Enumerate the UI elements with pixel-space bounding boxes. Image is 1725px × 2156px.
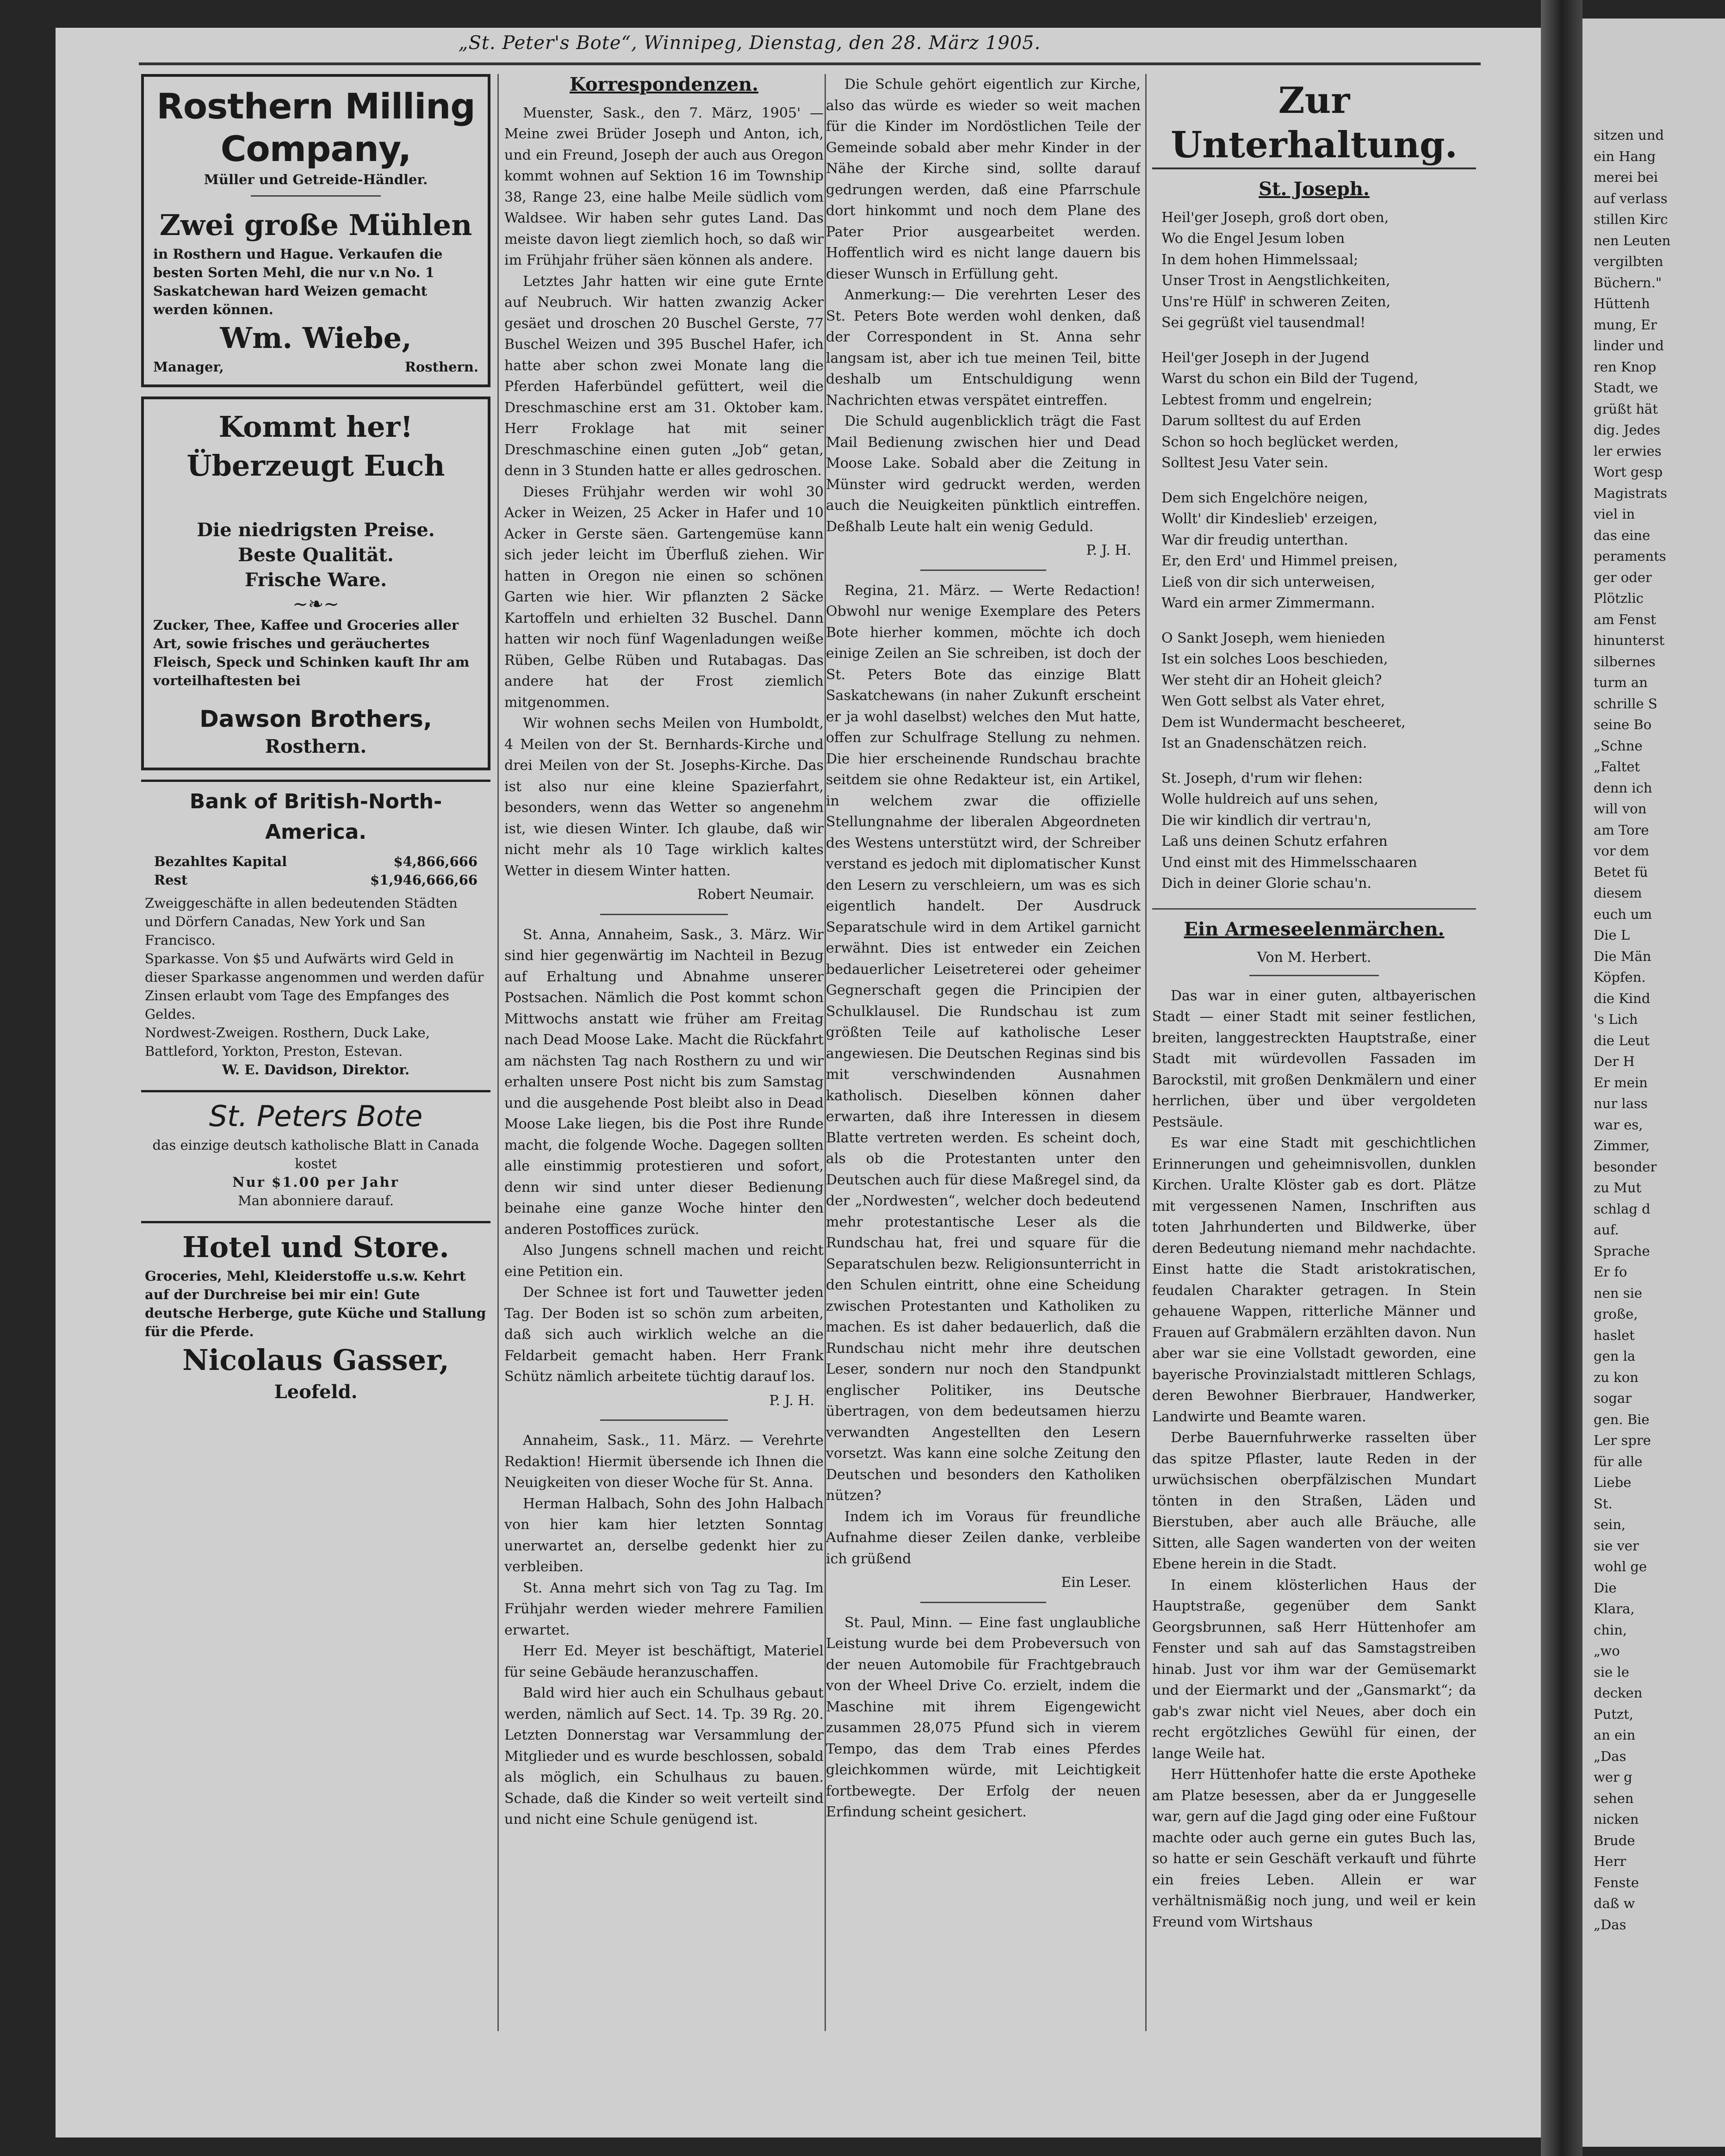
next-page-line: auf verlass — [1594, 190, 1668, 206]
next-page-line: Die L — [1594, 927, 1630, 943]
next-page-line: viel in — [1594, 506, 1635, 522]
next-page-line: hinunterst — [1594, 632, 1665, 648]
next-page-line: stillen Kirc — [1594, 211, 1668, 227]
next-page-line: grüßt hät — [1594, 401, 1658, 417]
article-paragraph: Regina, 21. März. — Werte Redaction! Obwohl nur wenige Exemplare des Peters Bote hierher kommen, möchte ich doch einige Zeilen an Sie schreiben, ist doch der St. Peters Bote das einzige Blatt Saskatchewans (in naher Zukunft erscheint er ja wohl daselbst) welches den Mut hatte, offen zur Schulfrage Stellung zu nehmen. Die hier erscheinende Rundschau brachte seitdem sie ohne Redakteur ist, ein Artikel, in welchem zwar die offizielle Stellungnahme der liberalen Abgeordneten des Westens unterstützt wird, der Schreiber verstand es jedoch mit diplomatischer Kunst den Lesern zu verschleiern, um was es sich eigentlich handelt. Der Ausdruck Separatschule wird in dem Artikel garnicht erwähnt. Dies ist entweder ein Zeichen bedauerlicher Leisetreterei oder geheimer Gegnerschaft gegen die Principien der Schulklausel. Die Rundschau ist zum größten Teile auf katholische Leser angewiesen. Die Deutschen Reginas sind bis mit verschwindenden Ausnahmen katholisch. Dieselben können daher erwarten, daß ihre Interessen in diesem Blatte vertreten werden. Es scheint doch, als ob die Protestanten unter den Deutschen auch für diese Maßregel sind, da der „Nordwesten“, welcher doch bedeutend mehr protestantische Leser als die Rundschau hat, frei und square für die Separatschulen bezw. Religionsunterricht in den Schulen eintritt, ohne eine Scheidung zwischen Protestanten und Katholiken zu machen. Es ist daher bedauerlich, daß die Rundschau nicht mehr ihre deutschen Leser, sondern nur noch den Standpunkt englischer Politiker, ins Deutsche übertragen, von dem bedeutsamen hierzu verwandten Angestellten den Lesern vorsetzt. Was kann eine solche Zeitung den Deutschen und besonders den Katholiken nützen? — [826, 582, 1141, 1504]
next-page-line: „Das — [1594, 1748, 1626, 1764]
article-paragraph: Annaheim, Sask., 11. März. — Verehrte Redaktion! Hiermit übersende ich Ihnen die Neuigkeiten von dieser Woche für St. Anna. — [504, 1432, 824, 1491]
next-page-line: diesem — [1594, 885, 1642, 901]
next-page-line: vergilbten — [1594, 254, 1663, 269]
poem-line: Wen Gott selbst als Vater ehret, — [1161, 693, 1385, 709]
poem-line: Warst du schon ein Bild der Tugend, — [1161, 371, 1419, 387]
next-page-line: seine Bo — [1594, 717, 1652, 732]
poem-stanza — [1161, 628, 1476, 754]
next-page-line: Büchern." — [1594, 274, 1662, 291]
next-page-line: silbernes — [1594, 653, 1656, 669]
story-byline: Von M. Herbert. — [1257, 949, 1371, 966]
correspondence-column — [504, 74, 824, 2031]
rest-value: $1,946,666,66 — [370, 872, 478, 888]
article-paragraph: Muenster, Sask., den 7. März, 1905' — Meine zwei Brüder Joseph und Anton, ich, und ein Freund, Joseph der auch aus Oregon kommt wohnen auf Sektion 16 im Township 38, Range 23, eine halbe Meile südlich vom Waldsee. Wir haben sehr gutes Land. Das meiste davon liegt ziemlich hoch, so daß wir im Frühjahr früher säen können als andere. — [504, 105, 824, 268]
article-paragraph: Herr Ed. Meyer ist beschäftigt, Materiel für seine Gebäude heranzuschaffen. — [504, 1643, 824, 1680]
next-page-line: nur lass — [1594, 1096, 1648, 1111]
next-page-line: Plötzlic — [1594, 590, 1644, 606]
ad-rosthern-milling — [141, 74, 490, 387]
next-page-line: die Leut — [1594, 1032, 1650, 1048]
ad-body: Groceries, Mehl, Kleiderstoffe u.s.w. Kehrt auf der Durchreise bei mir ein! Gute deutsche Herberge, gute Küche und Stallung für die Pferde. — [145, 1268, 486, 1339]
poem-line: O Sankt Joseph, wem hienieden — [1161, 630, 1385, 646]
ad-contact-line — [153, 358, 478, 376]
poem-line: Heil'ger Joseph in der Jugend — [1161, 349, 1370, 366]
next-page-line: sein, — [1594, 1517, 1626, 1532]
poem-line: Laß uns deinen Schutz erfahren — [1161, 833, 1388, 849]
story-paragraph: Das war in einer guten, altbayerischen Stadt — einer Stadt mit seiner festlichen, breiten, langgestreckten Hauptstraße, einer Stadt mit würdevollen Fassaden im Barockstil, mit großen Denkmälern und einer herrlichen, über und über vergoldeten Pestsäule. — [1152, 987, 1476, 1130]
next-page-line: sitzen und — [1594, 127, 1664, 143]
next-page-line: zu kon — [1594, 1369, 1638, 1385]
next-page-line: ler erwies — [1594, 443, 1662, 459]
ad-contact-name: Nicolaus Gasser, — [182, 1343, 449, 1377]
poem-stanza — [1161, 488, 1476, 614]
ad-contact-name: Wm. Wiebe, — [220, 321, 412, 355]
story-paragraph: Derbe Bauernfuhrwerke rasselten über das spitze Pflaster, laute Reden in der urwüchsischen oberpfälzischen Mundart tönten in den Straßen, Läden und Bierstuben, aber auch alle Bräuche, alle Sitten, alle Sagen wanderten von der weiten Ebene herein in die Stadt. — [1152, 1430, 1476, 1572]
next-page-line: euch um — [1594, 906, 1652, 922]
article-paragraph: St. Paul, Minn. — Eine fast unglaubliche Leistung wurde bei dem Probeversuch von der neuen Automobile für Frachtgebrauch von der Wheel Drive Co. erzielt, indem die Maschine mit ihrem Eigengewicht zusammen 28,075 Pfund sich in vierem Tempo, das dem Trab eines Pferdes gleichkommen würde, mit Leichtigkeit fortbewegte. Der Erfolg der neuen Erfindung scheint gesichert. — [826, 1614, 1141, 1820]
ad-hotel-und-store — [141, 1221, 490, 1409]
poem-line: Wollt' dir Kindeslieb' erzeigen, — [1161, 511, 1378, 527]
ad-body: Nordwest-Zweigen. Rosthern, Duck Lake, Battleford, Yorkton, Preston, Estevan. — [145, 1025, 430, 1059]
poem-line: Uns're Hülf' in schweren Zeiten, — [1161, 293, 1391, 310]
ad-price: Nur $1.00 per Jahr — [232, 1174, 399, 1190]
next-page-line: am Fenst — [1594, 611, 1656, 627]
poem-line: Sei gegrüßt viel tausendmal! — [1161, 315, 1366, 331]
poem-line: Ist ein solches Loos beschieden, — [1161, 651, 1388, 667]
poem-line: War dir freudig unterthan. — [1161, 532, 1348, 548]
poem-line: Heil'ger Joseph, groß dort oben, — [1161, 209, 1389, 226]
next-page-line: war es, — [1594, 1116, 1643, 1133]
column-divider — [1145, 74, 1147, 2031]
article-paragraph: Die Schule gehört eigentlich zur Kirche, also das würde es wieder so weit machen für die Kinder im Nordöstlichen Teile der Gemeinde sobald aber mehr Kinder in der Nähe der Kirche sind, sollte darauf gedrungen werden, daß eine Pfarrschule dort hinkommt und noch dem Plane des Pater Prior ausgearbeitet werden. Hoffentlich wird es nicht lange dauern bis dieser Wunsch in Erfüllung geht. — [826, 76, 1141, 282]
poem-line: Solltest Jesu Vater sein. — [1161, 455, 1328, 471]
poem-line: Ließ von dir sich unterweisen, — [1161, 574, 1375, 590]
poem-line: Dem sich Engelchöre neigen, — [1161, 489, 1368, 506]
poem-line: Unser Trost in Aengstlichkeiten, — [1161, 273, 1390, 289]
article-paragraph: Wir wohnen sechs Meilen von Humboldt, 4 Meilen von der St. Bernhards-Kirche und drei Meilen von der St. Josephs-Kirche. Das ist also nur eine kleine Spazierfahrt, besonders, wenn das Wetter so angenehm ist, wie diesen Winter. Ich glaube, daß wir nicht mehr als 10 Tage wirklich kaltes Wetter in diesem Winter hatten. — [504, 715, 824, 879]
article-paragraph: Herman Halbach, Sohn des John Halbach von hier kam hier letzten Sonntag unerwartet an, derselbe gedenkt hier zu verbleiben. — [504, 1495, 824, 1575]
next-page-line: Zimmer, — [1594, 1138, 1650, 1153]
next-page-line: ren Knop — [1594, 359, 1657, 375]
next-page-fragment — [1582, 19, 1725, 2147]
poem-stanza — [1161, 207, 1476, 334]
article-paragraph: Letztes Jahr hatten wir eine gute Ernte auf Neubruch. Wir hatten zwanzig Acker gesäet und droschen 20 Buschel Gerste, 77 Buschel Weizen und 395 Buschel Hafer, ich hatte aber schon zwei Monate lang die Pferden Haferbündel gefüttert, weil die Dreschmaschine erst am 31. Oktober kam. Herr Froklage hat mit seiner Dreschmaschine einen guten „Job“ getan, denn in 3 Stunden hatte er alles gedroschen. — [504, 273, 824, 479]
ad-contact-name: Dawson Brothers, — [199, 706, 432, 732]
next-page-line: Putzt, — [1594, 1706, 1633, 1722]
next-page-line: will von — [1594, 801, 1647, 817]
story-paragraph: Es war eine Stadt mit geschichtlichen Erinnerungen und geheimnisvollen, dunklen Kirchen. Uralte Klöster gab es dort. Plätze mit vergessenen Namen, Inschriften aus toten Jahrhunderten und Bildwerke, über deren Bedeutung niemand mehr nachdachte. Einst hatte die Stadt aristokratischen, feudalen Charakter getragen. In Stein gehauene Wappen, ritterliche Männer und Frauen auf Grabmälern erzählten davon. Nun aber war sie eine Vollstadt geworden, eine bayerische Provinzialstadt mittleren Schlags, deren Bewohner Bierbrauer, Handwerker, Landwirte und Beamte waren. — [1152, 1135, 1476, 1425]
next-page-line: Klara, — [1594, 1601, 1635, 1617]
poem-line: Schon so hoch beglücket werden, — [1161, 434, 1399, 450]
section-heading: Zur Unterhaltung. — [1152, 79, 1476, 169]
poem-line: Die wir kindlich dir vertrau'n, — [1161, 812, 1371, 829]
story-paragraph: Herr Hüttenhofer hatte die erste Apotheke am Platze besessen, aber da er Junggeselle war, gern auf die Jagd ging oder eine Fußtour machte oder auch gerne ein gutes Buch las, so hatte er sein Geschäft verkauft und führte ein freies Leben. Allein er war verhältnismäßig noch jung, und weil er kein Freund vom Wirtshaus — [1152, 1766, 1476, 1930]
next-page-line: turm an — [1594, 675, 1648, 690]
next-page-line: peraments — [1594, 548, 1666, 564]
divider — [920, 570, 1046, 571]
next-page-line: Betet fü — [1594, 864, 1648, 880]
ad-title: Rosthern Milling Company, — [156, 86, 475, 169]
ad-body: in Rosthern und Hague. Verkaufen die besten Sorten Mehl, die nur v.n No. 1 Saskatchewan hard Weizen gemacht werden können. — [153, 246, 443, 317]
next-page-line: 's Lich — [1594, 1011, 1638, 1027]
article-signature: Robert Neumair. — [697, 886, 814, 903]
next-page-line: dig. Jedes — [1594, 422, 1661, 438]
ad-subtitle: Müller und Getreide-Händler. — [204, 172, 428, 187]
ad-line: Man abonniere darauf. — [238, 1193, 394, 1208]
capital-label: Bezahltes Kapital — [154, 854, 287, 869]
book-spine — [1541, 0, 1582, 2156]
next-page-line: sehen — [1594, 1790, 1634, 1806]
next-page-line: Fenste — [1594, 1874, 1639, 1890]
next-page-line: nen sie — [1594, 1285, 1643, 1301]
next-page-line: Liebe — [1594, 1475, 1632, 1490]
ad-headline: Überzeugt Euch — [186, 449, 445, 483]
next-page-column — [1582, 19, 1725, 1935]
next-page-line: Brude — [1594, 1832, 1635, 1848]
poem-title: St. Joseph. — [1259, 178, 1370, 200]
next-page-line: sie le — [1594, 1664, 1629, 1680]
poem-line: Ist an Gnadenschätzen reich. — [1161, 735, 1367, 751]
article-paragraph: Die Schuld augenblicklich trägt die Fast Mail Bedienung zwischen hier und Dead Moose Lake. Sobald aber die Zeitung in Münster wird gedruckt werden, werden auch die Neuigkeiten pünktlich eintreffen. Deßhalb Leute halt ein wenig Geduld. — [826, 413, 1141, 535]
poem-stanza — [1161, 768, 1476, 894]
correspondence-column-continued — [826, 74, 1141, 2031]
next-page-line: Er mein — [1594, 1074, 1648, 1090]
ad-place: Rosthern. — [265, 736, 367, 757]
poem-line: Wolle huldreich auf uns sehen, — [1161, 791, 1378, 807]
next-page-line: Die Män — [1594, 948, 1651, 964]
ad-director: W. E. Davidson, Direktor. — [222, 1062, 410, 1078]
next-page-line: an ein — [1594, 1727, 1636, 1743]
header-rule — [139, 62, 1481, 65]
next-page-line: Köpfen. — [1594, 969, 1646, 985]
poem-line: Wo die Engel Jesum loben — [1161, 230, 1345, 247]
rest-label: Rest — [154, 872, 188, 888]
article-signature: Ein Leser. — [1061, 1574, 1131, 1591]
entertainment-column — [1152, 74, 1476, 2031]
article-paragraph: St. Anna, Annaheim, Sask., 3. März. Wir sind hier gegenwärtig im Nachteil in Bezug auf Erhaltung und Abnahme unserer Postsachen. Nämlich die Post kommt schon Mittwochs anstatt wie früher am Freitag nach Dead Moose Lake. Macht die Rückfahrt am nächsten Tag nach Rosthern zu und wir erhalten unsere Post nicht bis zum Samstag und die ausgehende Post bleibt also in Dead Moose Lake liegen, bis die Post ihre Runde macht, die folgende Woche. Dagegen sollten alle einstimmig protestieren und sofort, denn wir sind unter dieser Bedienung beinahe eine ganze Woche hinter den anderen Postoffices zurück. — [504, 926, 824, 1238]
next-page-line: „Das — [1594, 1916, 1626, 1933]
next-page-line: sogar — [1594, 1390, 1632, 1406]
divider — [1152, 908, 1476, 910]
article-paragraph: Bald wird hier auch ein Schulhaus gebaut werden, nämlich auf Sect. 14. Tp. 39 Rg. 20. Letzten Donnerstag war Versammlung der Mitglieder und es wurde beschlossen, sobald als möglich, ein Schulhaus zu bauen. Schade, daß die Kinder so weit verteilt sind und nicht eine Schule genügend ist. — [504, 1685, 824, 1828]
next-page-line: wohl ge — [1594, 1559, 1647, 1574]
next-page-line: Stadt, we — [1594, 380, 1658, 396]
ad-title: Hotel und Store. — [182, 1230, 449, 1264]
capital-line — [145, 848, 487, 871]
next-page-line: denn ich — [1594, 780, 1652, 796]
next-page-line: schrille S — [1594, 695, 1657, 712]
next-page-line: ein Hang — [1594, 148, 1656, 164]
article-paragraph: Der Schnee ist fort und Tauwetter jeden Tag. Der Boden ist so schön zum arbeiten, daß sich auch wirklich welche an die Feldarbeit gemacht haben. Herr Frank Schütz nämlich arbeitete tüchtig darauf los. — [504, 1284, 824, 1385]
next-page-line: Der H — [1594, 1053, 1635, 1069]
next-page-line: Wort gesp — [1594, 464, 1663, 480]
next-page-line: Die — [1594, 1580, 1617, 1596]
next-page-line: Herr — [1594, 1853, 1626, 1869]
next-page-line: vor dem — [1594, 843, 1650, 859]
poem-line: St. Joseph, d'rum wir flehen: — [1161, 770, 1363, 787]
poem-line: Dich in deiner Glorie schau'n. — [1161, 875, 1371, 892]
next-page-line: St. — [1594, 1495, 1613, 1512]
ad-dawson-brothers — [141, 397, 490, 770]
ad-title: Bank of British-North-America. — [189, 790, 442, 844]
rest-line — [145, 871, 487, 894]
poem-line: Ward ein armer Zimmermann. — [1161, 595, 1375, 611]
ad-line: Beste Qualität. — [238, 544, 394, 566]
next-page-line: gen. Bie — [1594, 1411, 1650, 1427]
next-page-line: Hüttenh — [1594, 296, 1650, 311]
next-page-line: auf. — [1594, 1222, 1619, 1238]
poem-line: Und einst mit des Himmelsschaaren — [1161, 854, 1417, 871]
next-page-line: besonder — [1594, 1159, 1657, 1175]
ad-line: Die niedrigsten Preise. — [197, 519, 435, 541]
advertisement-column — [141, 74, 490, 2031]
ad-body: Zweiggeschäfte in allen bedeutenden Städten und Dörfern Canadas, New York und San Francisco. — [145, 895, 458, 948]
next-page-line: die Kind — [1594, 990, 1651, 1006]
next-page-line: mung, Er — [1594, 316, 1657, 333]
ad-role: Manager, — [153, 359, 224, 375]
next-page-line: Ler spre — [1594, 1432, 1651, 1448]
poem-line: Er, den Erd' und Himmel preisen, — [1161, 553, 1398, 569]
article-paragraph: Anmerkung:— Die verehrten Leser des St. Peters Bote werden wohl denken, daß der Correspondent in St. Anna sehr langsam ist, aber ich tue meinen Teil, bitte deshalb um Entschuldigung wenn Nachrichten etwas verspätet eintreffen. — [826, 287, 1141, 409]
column-divider — [497, 74, 499, 2031]
next-page-line: sie ver — [1594, 1537, 1639, 1554]
article-signature: P. J. H. — [769, 1392, 814, 1409]
next-page-line: für alle — [1594, 1453, 1643, 1469]
section-heading: Korrespondenzen. — [569, 74, 759, 95]
article-signature: P. J. H. — [1086, 542, 1131, 558]
ad-line: das einzige deutsch katholische Blatt in Canada kostet — [152, 1137, 479, 1171]
ornament-icon: ~❧~ — [292, 594, 339, 615]
next-page-line: ger oder — [1594, 569, 1652, 585]
poem-line: Darum solltest du auf Erden — [1161, 413, 1361, 429]
poem-line: Lebtest fromm und engelrein; — [1161, 391, 1372, 408]
capital-value: $4,866,666 — [393, 854, 478, 869]
next-page-line: nen Leuten — [1594, 232, 1671, 248]
ad-bank-british-north-america — [141, 780, 490, 1084]
next-page-line: nicken — [1594, 1811, 1639, 1827]
ad-headline: Zwei große Mühlen — [159, 208, 472, 242]
next-page-line: zu Mut — [1594, 1180, 1642, 1196]
ad-line: Frische Ware. — [244, 569, 387, 591]
page-header: „St. Peter's Bote“, Winnipeg, Dienstag, den 28. März 1905. — [458, 32, 1041, 54]
ad-headline: Kommt her! — [218, 410, 413, 444]
next-page-line: schlag d — [1594, 1201, 1651, 1217]
next-page-line: decken — [1594, 1685, 1643, 1701]
next-page-line: „wo — [1594, 1643, 1620, 1659]
article-paragraph: Indem ich im Voraus für freundliche Aufnahme dieser Zeilen danke, verbleibe ich grüßend — [826, 1508, 1141, 1567]
divider — [1249, 975, 1379, 976]
divider — [600, 914, 728, 915]
ad-place: Leofeld. — [274, 1381, 358, 1403]
next-page-line: haslet — [1594, 1327, 1635, 1343]
ad-body: Sparkasse. Von $5 und Aufwärts wird Geld in dieser Sparkasse angenommen und werden dafür Zinsen erlaubt vom Tage des Empfanges des Geldes. — [145, 951, 484, 1022]
next-page-line: „Schne — [1594, 737, 1643, 754]
next-page-line: am Tore — [1594, 822, 1649, 838]
next-page-line: merei bei — [1594, 169, 1658, 185]
next-page-line: Er fo — [1594, 1264, 1627, 1280]
next-page-line: Sprache — [1594, 1243, 1650, 1259]
next-page-line: das eine — [1594, 527, 1651, 543]
article-paragraph: Dieses Frühjahr werden wir wohl 30 Acker in Weizen, 25 Acker in Hafer und 10 Acker in Gerste säen. Gartengemüse kann sich jeder leicht im Überfluß ziehen. Wir hatten in Oregon nie einen so schönen Garten wie hier. Wir pflanzten 2 Säcke Kartoffeln und erhielten 32 Buschel. Dann hatten wir noch fünf Wagenladungen weiße Rüben, Gelbe Rüben und Rutabagas. Das andere hat der Frost ziemlich mitgenommen. — [504, 483, 824, 711]
ad-st-peters-bote — [141, 1090, 490, 1214]
poem-line: Dem ist Wundermacht bescheeret, — [1161, 714, 1406, 731]
next-page-line: chin, — [1594, 1622, 1627, 1638]
divider — [920, 1602, 1046, 1603]
next-page-line: linder und — [1594, 338, 1664, 353]
poem-stanza — [1161, 347, 1476, 474]
next-page-line: Magistrats — [1594, 485, 1668, 501]
next-page-line: wer g — [1594, 1769, 1632, 1785]
next-page-line: große, — [1594, 1306, 1638, 1322]
ad-place: Rosthern. — [404, 359, 478, 375]
story-title: Ein Armeseelenmärchen. — [1184, 918, 1445, 940]
ad-body: Zucker, Thee, Kaffee und Groceries aller Art, sowie frisches und geräuchertes Fleisch, Speck und Schinken kauft Ihr am vorteilhaftesten bei — [153, 617, 470, 688]
next-page-line: gen la — [1594, 1348, 1636, 1364]
poem-line: In dem hohen Himmelssaal; — [1161, 251, 1359, 268]
poem-line: Wer steht dir an Hoheit gleich? — [1161, 672, 1382, 688]
article-paragraph: Also Jungens schnell machen und reicht eine Petition ein. — [504, 1242, 824, 1280]
divider — [600, 1419, 728, 1421]
next-page-line: daß w — [1594, 1896, 1635, 1911]
ad-title: St. Peters Bote — [209, 1099, 423, 1133]
divider — [251, 195, 381, 197]
next-page-line: „Faltet — [1594, 759, 1640, 774]
article-paragraph: St. Anna mehrt sich von Tag zu Tag. Im Frühjahr werden wieder mehrere Familien erwartet. — [504, 1580, 824, 1638]
story-paragraph: In einem klösterlichen Haus der Hauptstraße, gegenüber dem Sankt Georgsbrunnen, saß Herr Hüttenhofer am Fenster und sah auf das Samstagstreiben hinab. Just vor ihm war der Gemüsemarkt und der Eiermarkt und der „Gansmarkt“; da gab's zwar nicht viel Neues, aber doch ein recht ergötzliches Gewühl für einen, der lange Weile hat. — [1152, 1577, 1476, 1762]
